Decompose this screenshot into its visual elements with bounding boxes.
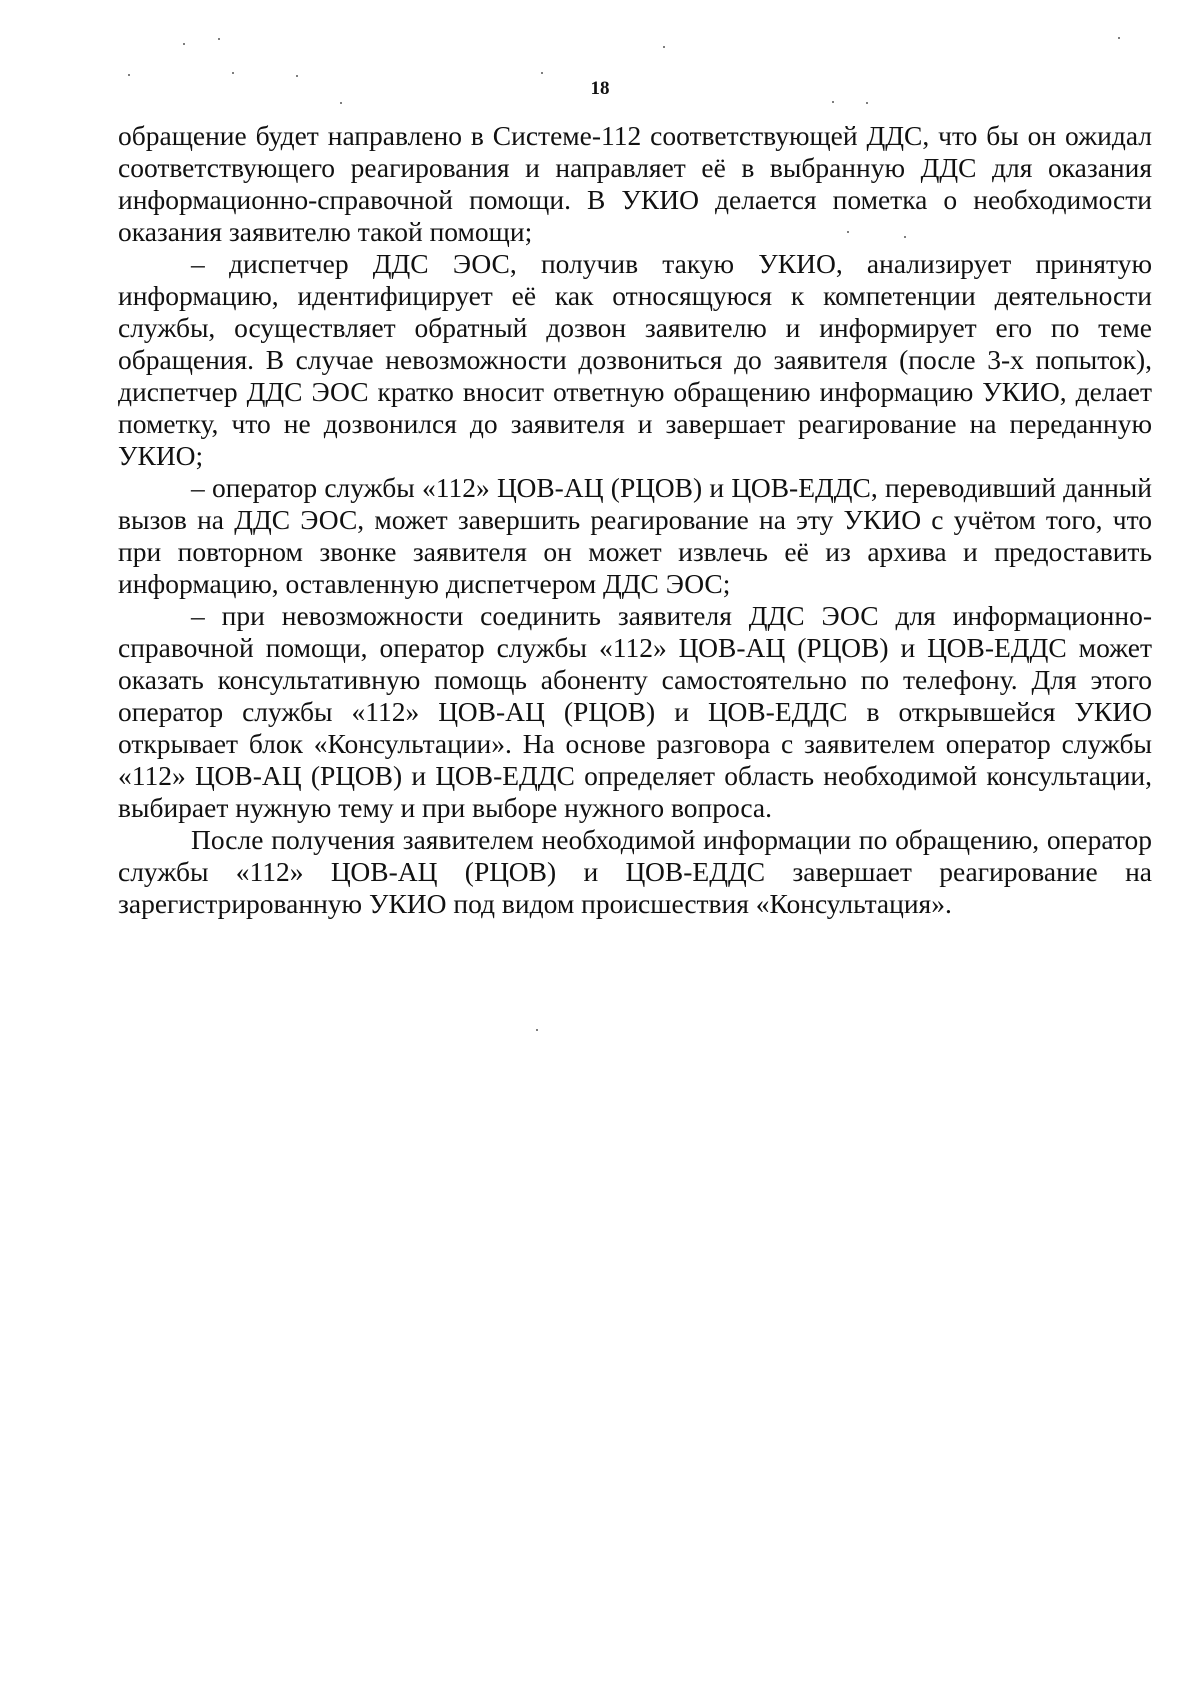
scan-speck	[296, 75, 298, 77]
scan-speck	[832, 101, 834, 103]
page-number: 18	[590, 78, 610, 99]
paragraph-consultation: – при невозможности соединить заявителя ДДС ЭОС для информационно-справочной помощи, оператор службы «112» ЦОВ-АЦ (РЦОВ) и ЦОВ-ЕДДС может оказать консультативную помощь абоненту самостоятельно по телефону. Для этого оператор службы «112» ЦОВ-АЦ (РЦОВ) и ЦОВ-ЕДДС в открывшейся УКИО открывает блок «Консультации». На основе разговора с заявителем оператор службы «112» ЦОВ-АЦ (РЦОВ) и ЦОВ-ЕДДС определяет область необходимой консультации, выбирает нужную тему и при выборе нужного вопроса.	[118, 600, 1152, 823]
scan-speck	[1118, 37, 1120, 39]
paragraph-conclusion: После получения заявителем необходимой информации по обращению, оператор службы «112» ЦОВ-АЦ (РЦОВ) и ЦОВ-ЕДДС завершает реагирование на зарегистрированную УКИО под видом происшествия «Консультация».	[118, 824, 1152, 919]
scan-speck	[232, 72, 234, 74]
document-body	[118, 120, 1152, 920]
scan-speck	[128, 74, 130, 76]
scan-speck	[847, 231, 849, 233]
scan-speck	[866, 102, 868, 104]
paragraph-continuation: обращение будет направлено в Системе-112 соответствующей ДДС, что бы он ожидал соответствующего реагирования и направляет её в выбранную ДДС для оказания информационно-справочной помощи. В УКИО делается пометка о необходимости оказания заявителю такой помощи;	[118, 120, 1152, 247]
scan-speck	[183, 43, 185, 45]
scan-speck	[218, 38, 220, 40]
scan-speck	[663, 46, 665, 48]
scan-speck	[541, 72, 543, 74]
scan-speck	[536, 1029, 538, 1031]
scan-speck	[340, 102, 342, 104]
paragraph-operator-finish: – оператор службы «112» ЦОВ-АЦ (РЦОВ) и ЦОВ-ЕДДС, переводивший данный вызов на ДДС ЭОС, может завершить реагирование на эту УКИО с учётом того, что при повторном звонке заявителя он может извлечь её из архива и предоставить информацию, оставленную диспетчером ДДС ЭОС;	[118, 472, 1152, 599]
paragraph-dispatcher-dds: – диспетчер ДДС ЭОС, получив такую УКИО, анализирует принятую информацию, идентифицирует её как относящуюся к компетенции деятельности службы, осуществляет обратный дозвон заявителю и информирует его по теме обращения. В случае невозможности дозвониться до заявителя (после 3-х попыток), диспетчер ДДС ЭОС кратко вносит ответную обращению информацию УКИО, делает пометку, что не дозвонился до заявителя и завершает реагирование на переданную УКИО;	[118, 248, 1152, 471]
scan-speck	[904, 236, 906, 238]
